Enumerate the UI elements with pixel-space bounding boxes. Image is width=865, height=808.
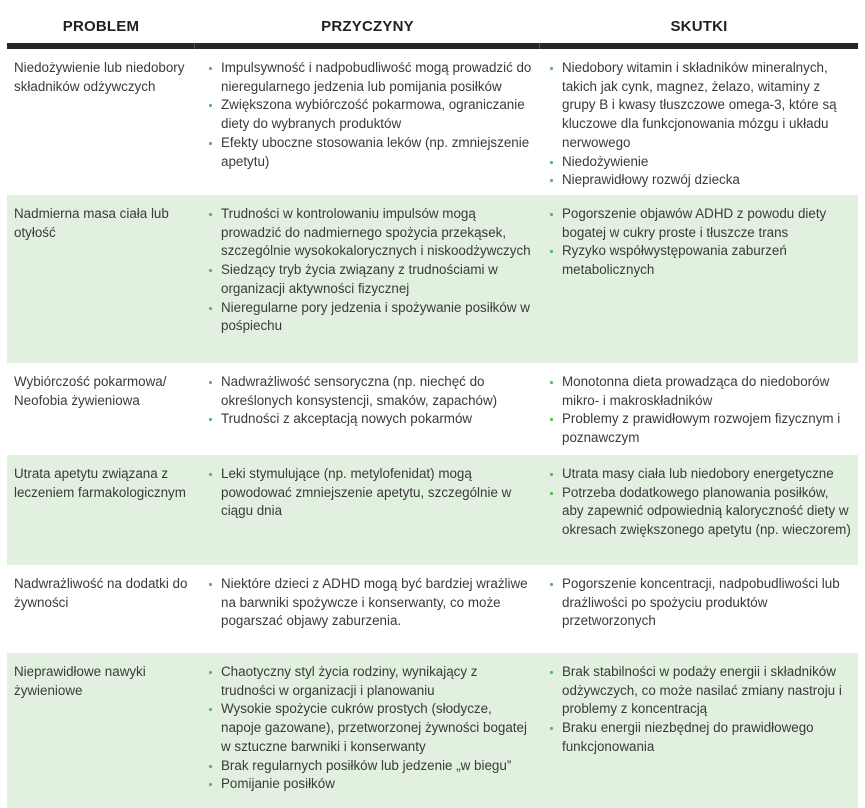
- list-item-text: Utrata masy ciała lub niedobory energetyczne: [562, 466, 834, 481]
- list-item-text: Niektóre dzieci z ADHD mogą być bardziej wrażliwe na barwniki spożywcze i konserwanty, co może pogarszać objawy zaburzenia.: [221, 576, 528, 629]
- list-item: [548, 373, 852, 410]
- bullet-icon: [550, 250, 553, 253]
- list-item-text: Trudności z akceptacją nowych pokarmów: [221, 411, 473, 427]
- list-item-text: Impulsywność i nadpobudliwość mogą prowadzić do nieregularnego jedzenia lub pomijania posiłków: [221, 60, 532, 94]
- effects-list: [548, 59, 852, 190]
- list-item: [207, 663, 534, 700]
- causes-list: [207, 465, 534, 521]
- bullet-icon: [209, 418, 212, 421]
- header-causes: PRZYCZYNY: [321, 18, 414, 35]
- list-item-text: Efekty uboczne stosowania leków (np. zmniejszenie apetytu): [221, 134, 530, 169]
- bullet-icon: [550, 213, 553, 216]
- list-item-text: Monotonna dieta prowadząca do niedoborów mikro- i makroskładników: [562, 374, 830, 408]
- list-item-text: Siedzący tryb życia związany z trudnościami w organizacji aktywności fizycznej: [221, 262, 498, 296]
- bullet-icon: [550, 583, 553, 586]
- list-item-text: Trudności w kontrolowaniu impulsów mogą prowadzić do nadmiernego spożycia przekąsek, szczególnie wysokokalorycznych i niskoodżywczych: [221, 206, 531, 259]
- effects-cell: [540, 653, 858, 808]
- list-item: [207, 96, 534, 133]
- bullet-icon: [209, 213, 212, 216]
- bullet-icon: [209, 104, 212, 107]
- list-item: [207, 261, 534, 298]
- problem-cell: Nadmierna masa ciała lub otyłość: [14, 206, 169, 240]
- bullet-icon: [550, 492, 553, 495]
- list-item: [207, 757, 534, 776]
- list-item: [548, 719, 852, 756]
- list-item: [548, 242, 852, 279]
- problems-table: [7, 0, 858, 808]
- list-item-text: Braku energii niezbędnej do prawidłowego funkcjonowania: [562, 720, 814, 754]
- effects-cell: [540, 363, 858, 455]
- bullet-icon: [550, 179, 553, 182]
- causes-cell: [195, 455, 540, 565]
- list-item-text: Brak regularnych posiłków lub jedzenie „w biegu”: [221, 757, 512, 773]
- list-item-text: Problemy z prawidłowym rozwojem fizycznym i poznawczym: [562, 411, 841, 446]
- causes-cell: [195, 195, 540, 363]
- causes-list: [207, 663, 534, 794]
- list-item-text: Pogorszenie koncentracji, nadpobudliwości lub drażliwości po spożyciu produktów przetworzonych: [562, 576, 840, 629]
- causes-cell: [195, 363, 540, 455]
- table-row: [7, 455, 858, 565]
- table-row: [7, 565, 858, 653]
- effects-cell: [540, 49, 858, 195]
- causes-list: [207, 59, 534, 171]
- table-row: [7, 653, 858, 808]
- list-item: [207, 373, 534, 410]
- bullet-icon: [209, 783, 212, 786]
- table-row: [7, 195, 858, 363]
- list-item-text: Pomijanie posiłków: [221, 776, 335, 792]
- header-problem: PROBLEM: [62, 18, 140, 35]
- bullet-icon: [550, 418, 553, 421]
- list-item-text: Zwiększona wybiórczość pokarmowa, ograniczanie diety do wybranych produktów: [221, 97, 525, 132]
- effects-cell: [540, 195, 858, 363]
- list-item: [207, 775, 534, 794]
- causes-list: [207, 575, 534, 631]
- list-item: [548, 171, 852, 190]
- bullet-icon: [550, 67, 553, 70]
- list-item: [548, 465, 852, 484]
- bullet-icon: [550, 473, 553, 476]
- list-item-text: Nieregularne pory jedzenia i spożywanie posiłków w pośpiechu: [221, 299, 530, 334]
- list-item: [207, 59, 534, 96]
- effects-list: [548, 465, 852, 540]
- bullet-icon: [209, 671, 212, 674]
- bullet-icon: [209, 473, 212, 476]
- bullet-icon: [209, 67, 212, 70]
- effects-list: [548, 575, 852, 631]
- list-item: [207, 410, 534, 429]
- effects-list: [548, 205, 852, 280]
- list-item: [207, 465, 534, 521]
- effects-cell: [540, 565, 858, 653]
- causes-cell: [195, 49, 540, 195]
- causes-cell: [195, 565, 540, 653]
- header-effects: SKUTKI: [670, 18, 728, 35]
- list-item-text: Brak stabilności w podaży energii i składników odżywczych, co może nasilać zmiany nastroju i problemy z koncentracją: [562, 664, 842, 717]
- bullet-icon: [550, 727, 553, 730]
- table-header: [7, 0, 858, 43]
- list-item-text: Chaotyczny styl życia rodziny, wynikający z trudności w organizacji i planowaniu: [221, 664, 478, 698]
- list-item: [548, 663, 852, 719]
- effects-list: [548, 663, 852, 757]
- bullet-icon: [209, 307, 212, 310]
- problem-cell: Nadwrażliwość na dodatki do żywności: [14, 576, 188, 610]
- bullet-icon: [209, 142, 212, 145]
- list-item: [207, 700, 534, 756]
- list-item-text: Niedożywienie: [562, 153, 649, 169]
- problem-cell: Nieprawidłowe nawyki żywieniowe: [14, 664, 146, 698]
- bullet-icon: [209, 708, 212, 711]
- bullet-icon: [209, 765, 212, 768]
- list-item-text: Leki stymulujące (np. metylofenidat) mogą powodować zmniejszenie apetytu, szczególnie w ciągu dnia: [221, 466, 512, 519]
- table-body: [7, 49, 858, 808]
- list-item: [207, 205, 534, 261]
- list-item: [548, 484, 852, 540]
- effects-cell: [540, 455, 858, 565]
- bullet-icon: [550, 381, 553, 384]
- table-row: [7, 49, 858, 195]
- list-item-text: Potrzeba dodatkowego planowania posiłków, aby zapewnić odpowiednią kaloryczność diety w okresach zwiększonego apetytu (np. wieczorem): [562, 484, 851, 538]
- bullet-icon: [209, 269, 212, 272]
- list-item-text: Nadwrażliwość sensoryczna (np. niechęć do określonych konsystencji, smaków, zapachów): [221, 374, 498, 408]
- bullet-icon: [209, 381, 212, 384]
- list-item: [548, 410, 852, 447]
- bullet-icon: [209, 583, 212, 586]
- causes-list: [207, 205, 534, 336]
- list-item-text: Nieprawidłowy rozwój dziecka: [562, 172, 740, 188]
- problem-cell: Utrata apetytu związana z leczeniem farmakologicznym: [14, 466, 186, 500]
- list-item: [207, 134, 534, 171]
- list-item: [548, 575, 852, 631]
- list-item-text: Ryzyko współwystępowania zaburzeń metabolicznych: [562, 243, 787, 278]
- bullet-icon: [550, 161, 553, 164]
- list-item: [548, 205, 852, 242]
- list-item: [207, 575, 534, 631]
- bullet-icon: [550, 671, 553, 674]
- problem-cell: Wybiórczość pokarmowa/ Neofobia żywieniowa: [14, 374, 167, 408]
- table-row: [7, 363, 858, 455]
- list-item: [548, 153, 852, 172]
- causes-list: [207, 373, 534, 429]
- problem-cell: Niedożywienie lub niedobory składników odżywczych: [14, 60, 185, 94]
- list-item-text: Pogorszenie objawów ADHD z powodu diety bogatej w cukry proste i tłuszcze trans: [562, 206, 827, 240]
- effects-list: [548, 373, 852, 448]
- list-item-text: Wysokie spożycie cukrów prostych (słodycze, napoje gazowane), przetworzonej żywności bogatej w sztuczne barwniki i konserwanty: [221, 701, 527, 754]
- list-item: [548, 59, 852, 153]
- list-item-text: Niedobory witamin i składników mineralnych, takich jak cynk, magnez, żelazo, witaminy z grupy B i kwasy tłuszczowe omega-3, które są kluczowe dla funkcjonowania mózgu i układu nerwowego: [562, 60, 837, 150]
- causes-cell: [195, 653, 540, 808]
- list-item: [207, 299, 534, 336]
